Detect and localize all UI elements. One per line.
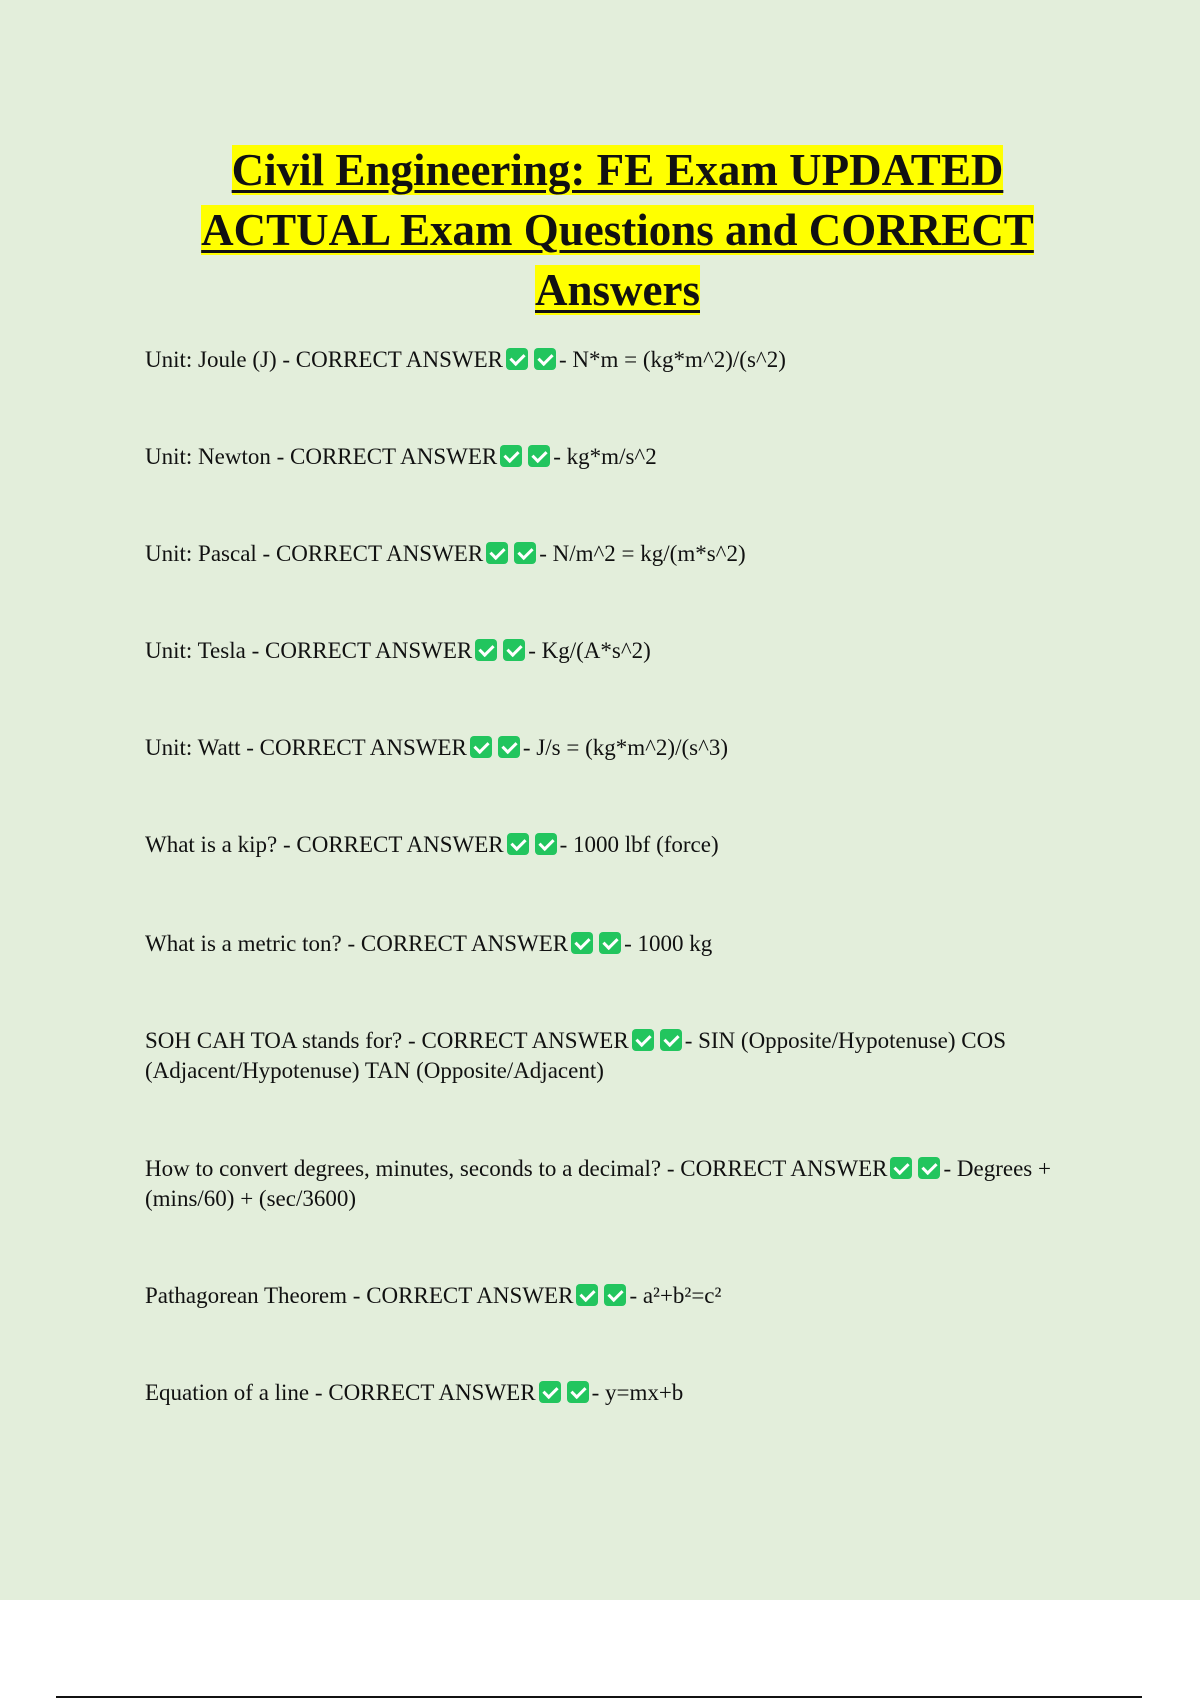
document-title xyxy=(145,140,1090,320)
question-text: SOH CAH TOA stands for? - xyxy=(145,1028,422,1053)
question-text: What is a metric ton? - xyxy=(145,931,361,956)
question-text: How to convert degrees, minutes, seconds to a decimal? - xyxy=(145,1156,681,1181)
checkmark-icon xyxy=(470,736,492,758)
answer-text: - kg*m/s^2 xyxy=(553,444,657,469)
checkmark-icon xyxy=(507,833,529,855)
question-text: Unit: Pascal - xyxy=(145,541,276,566)
answer-text: - 1000 lbf (force) xyxy=(559,832,719,857)
checkmark-icon xyxy=(503,639,525,661)
qa-item xyxy=(145,345,1095,375)
checkmark-icon xyxy=(918,1157,940,1179)
qa-item xyxy=(145,1026,1095,1086)
qa-item xyxy=(145,733,1095,763)
checkmark-icon xyxy=(660,1029,682,1051)
question-text: Unit: Newton - xyxy=(145,444,291,469)
question-text: Equation of a line - xyxy=(145,1380,329,1405)
answer-text: - Degrees + (mins/60) + (sec/3600) xyxy=(145,1156,1051,1211)
checkmark-icon xyxy=(567,1381,589,1403)
question-text: Unit: Tesla - xyxy=(145,638,265,663)
checkmark-icon xyxy=(498,736,520,758)
checkmark-icon xyxy=(890,1157,912,1179)
qa-item xyxy=(145,442,1095,472)
answer-text: - J/s = (kg*m^2)/(s^3) xyxy=(522,735,729,760)
correct-answer-label: CORRECT ANSWER xyxy=(264,638,473,663)
question-text: Pathagorean Theorem - xyxy=(145,1283,367,1308)
question-text: What is a kip? - xyxy=(145,832,297,857)
correct-answer-label: CORRECT ANSWER xyxy=(328,1380,536,1405)
checkmark-icon xyxy=(500,445,522,467)
qa-item xyxy=(145,830,1095,860)
correct-answer-label: CORRECT ANSWER xyxy=(295,347,504,372)
question-text: Unit: Watt - xyxy=(145,735,260,760)
qa-item xyxy=(145,539,1095,569)
checkmark-icon xyxy=(535,833,557,855)
qa-item xyxy=(145,636,1095,666)
qa-item xyxy=(145,1281,1095,1311)
checkmark-icon xyxy=(475,639,497,661)
checkmark-icon xyxy=(514,542,536,564)
answer-text: - 1000 kg xyxy=(624,931,713,956)
checkmark-icon xyxy=(599,932,621,954)
qa-item xyxy=(145,929,1095,959)
checkmark-icon xyxy=(486,542,508,564)
correct-answer-label: CORRECT ANSWER xyxy=(360,931,569,956)
correct-answer-label: CORRECT ANSWER xyxy=(680,1156,888,1181)
correct-answer-label: CORRECT ANSWER xyxy=(290,444,498,469)
qa-item xyxy=(145,1378,1095,1408)
document-title-text: Civil Engineering: FE Exam UPDATED ACTUAL Exam Questions and CORRECT Answers xyxy=(201,145,1034,315)
checkmark-icon xyxy=(632,1029,654,1051)
correct-answer-label: CORRECT ANSWER xyxy=(421,1028,629,1053)
correct-answer-label: CORRECT ANSWER xyxy=(366,1283,574,1308)
correct-answer-label: CORRECT ANSWER xyxy=(259,735,467,760)
qa-item xyxy=(145,1154,1095,1214)
checkmark-icon xyxy=(576,1284,598,1306)
checkmark-icon xyxy=(534,348,556,370)
answer-text: - Kg/(A*s^2) xyxy=(528,638,651,663)
checkmark-icon xyxy=(506,348,528,370)
answer-text: - a²+b²=c² xyxy=(629,1283,722,1308)
answer-text: - SIN (Opposite/Hypotenuse) COS (Adjacent/Hypotenuse) TAN (Opposite/Adjacent) xyxy=(145,1028,1007,1083)
correct-answer-label: CORRECT ANSWER xyxy=(296,832,504,857)
checkmark-icon xyxy=(528,445,550,467)
footer-divider xyxy=(56,1696,1142,1698)
checkmark-icon xyxy=(604,1284,626,1306)
answer-text: - N*m = (kg*m^2)/(s^2) xyxy=(559,347,786,372)
correct-answer-label: CORRECT ANSWER xyxy=(275,541,484,566)
answer-text: - y=mx+b xyxy=(591,1380,684,1405)
checkmark-icon xyxy=(539,1381,561,1403)
question-text: Unit: Joule (J) - xyxy=(145,347,296,372)
checkmark-icon xyxy=(571,932,593,954)
answer-text: - N/m^2 = kg/(m*s^2) xyxy=(539,541,746,566)
